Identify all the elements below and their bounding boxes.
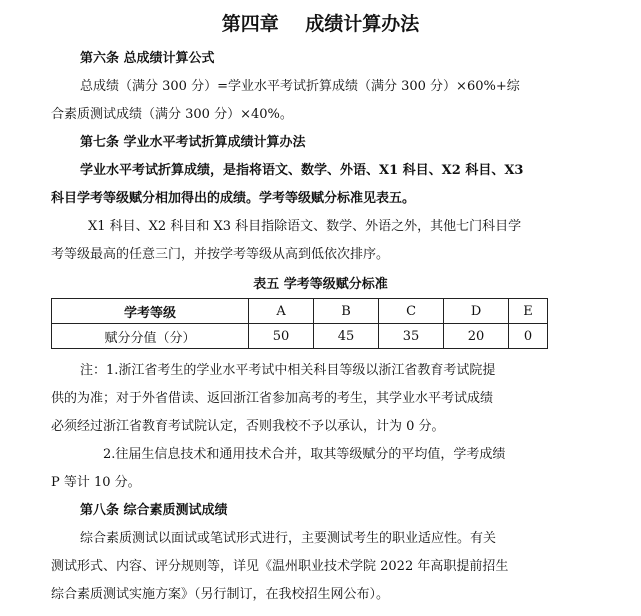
grade-cell: B: [314, 299, 379, 324]
note-1-line-2: 供的为准；对于外省借读、返回浙江省参加高考的考生，其学业水平考试成绩: [51, 391, 494, 406]
grade-cell: D: [444, 299, 509, 324]
article-8-line-1: 综合素质测试以面试或笔试形式进行，主要测试考生的职业适应性。有关: [80, 531, 497, 546]
grade-cell: C: [379, 299, 444, 324]
grade-header-label: 学考等级: [52, 299, 249, 324]
grade-cell: A: [249, 299, 314, 324]
article-7-heading: 第七条 学业水平考试折算成绩计算办法: [80, 135, 306, 150]
article-6-line-2: 合素质测试成绩（满分 300 分）×40%。: [51, 107, 293, 122]
note-2-line-1: 2.往届生信息技术和通用技术合并，取其等级赋分的平均值，学考成绩: [103, 447, 506, 462]
score-cell: 50: [249, 324, 314, 349]
article-8-line-3: 综合素质测试实施方案》（另行制订，在我校招生网公布）。: [51, 587, 390, 602]
grade-cell: E: [509, 299, 548, 324]
article-6-heading: 第六条 总成绩计算公式: [80, 51, 215, 66]
table-score-row: [52, 324, 548, 349]
article-7-bold-line-2: 科目学考等级赋分相加得出的成绩。学考等级赋分标准见表五。: [51, 191, 416, 206]
article-7-paragraph-line-2: 考等级最高的任意三门，并按学考等级从高到低依次排序。: [51, 247, 390, 262]
article-7-bold-line-1: 学业水平考试折算成绩，是指将语文、数学、外语、X1 科目、X2 科目、X3: [80, 163, 524, 178]
note-1-line-3: 必须经过浙江省教育考试院认定，否则我校不予以承认，计为 0 分。: [51, 419, 445, 434]
article-6-line-1: 总成绩（满分 300 分）=学业水平考试折算成绩（满分 300 分）×60%+综: [80, 79, 520, 94]
score-cell: 20: [444, 324, 509, 349]
article-8-heading: 第八条 综合素质测试成绩: [80, 503, 228, 518]
table-header-row: [52, 299, 548, 324]
note-2-line-2: P 等计 10 分。: [51, 475, 141, 490]
grade-score-table: [51, 298, 548, 349]
chapter-title: 第四章 成绩计算办法: [221, 13, 420, 35]
table-caption: 表五 学考等级赋分标准: [253, 277, 388, 292]
article-8-line-2: 测试形式、内容、评分规则等，详见《温州职业技术学院 2022 年高职提前招生: [51, 559, 509, 574]
note-1-line-1: 注：1.浙江省考生的学业水平考试中相关科目等级以浙江省教育考试院提: [80, 363, 496, 378]
score-row-label: 赋分分值（分）: [52, 324, 249, 349]
score-cell: 35: [379, 324, 444, 349]
score-cell: 45: [314, 324, 379, 349]
article-7-paragraph-line-1: X1 科目、X2 科目和 X3 科目指除语文、数学、外语之外，其他七门科目学: [88, 219, 522, 234]
score-cell: 0: [509, 324, 548, 349]
